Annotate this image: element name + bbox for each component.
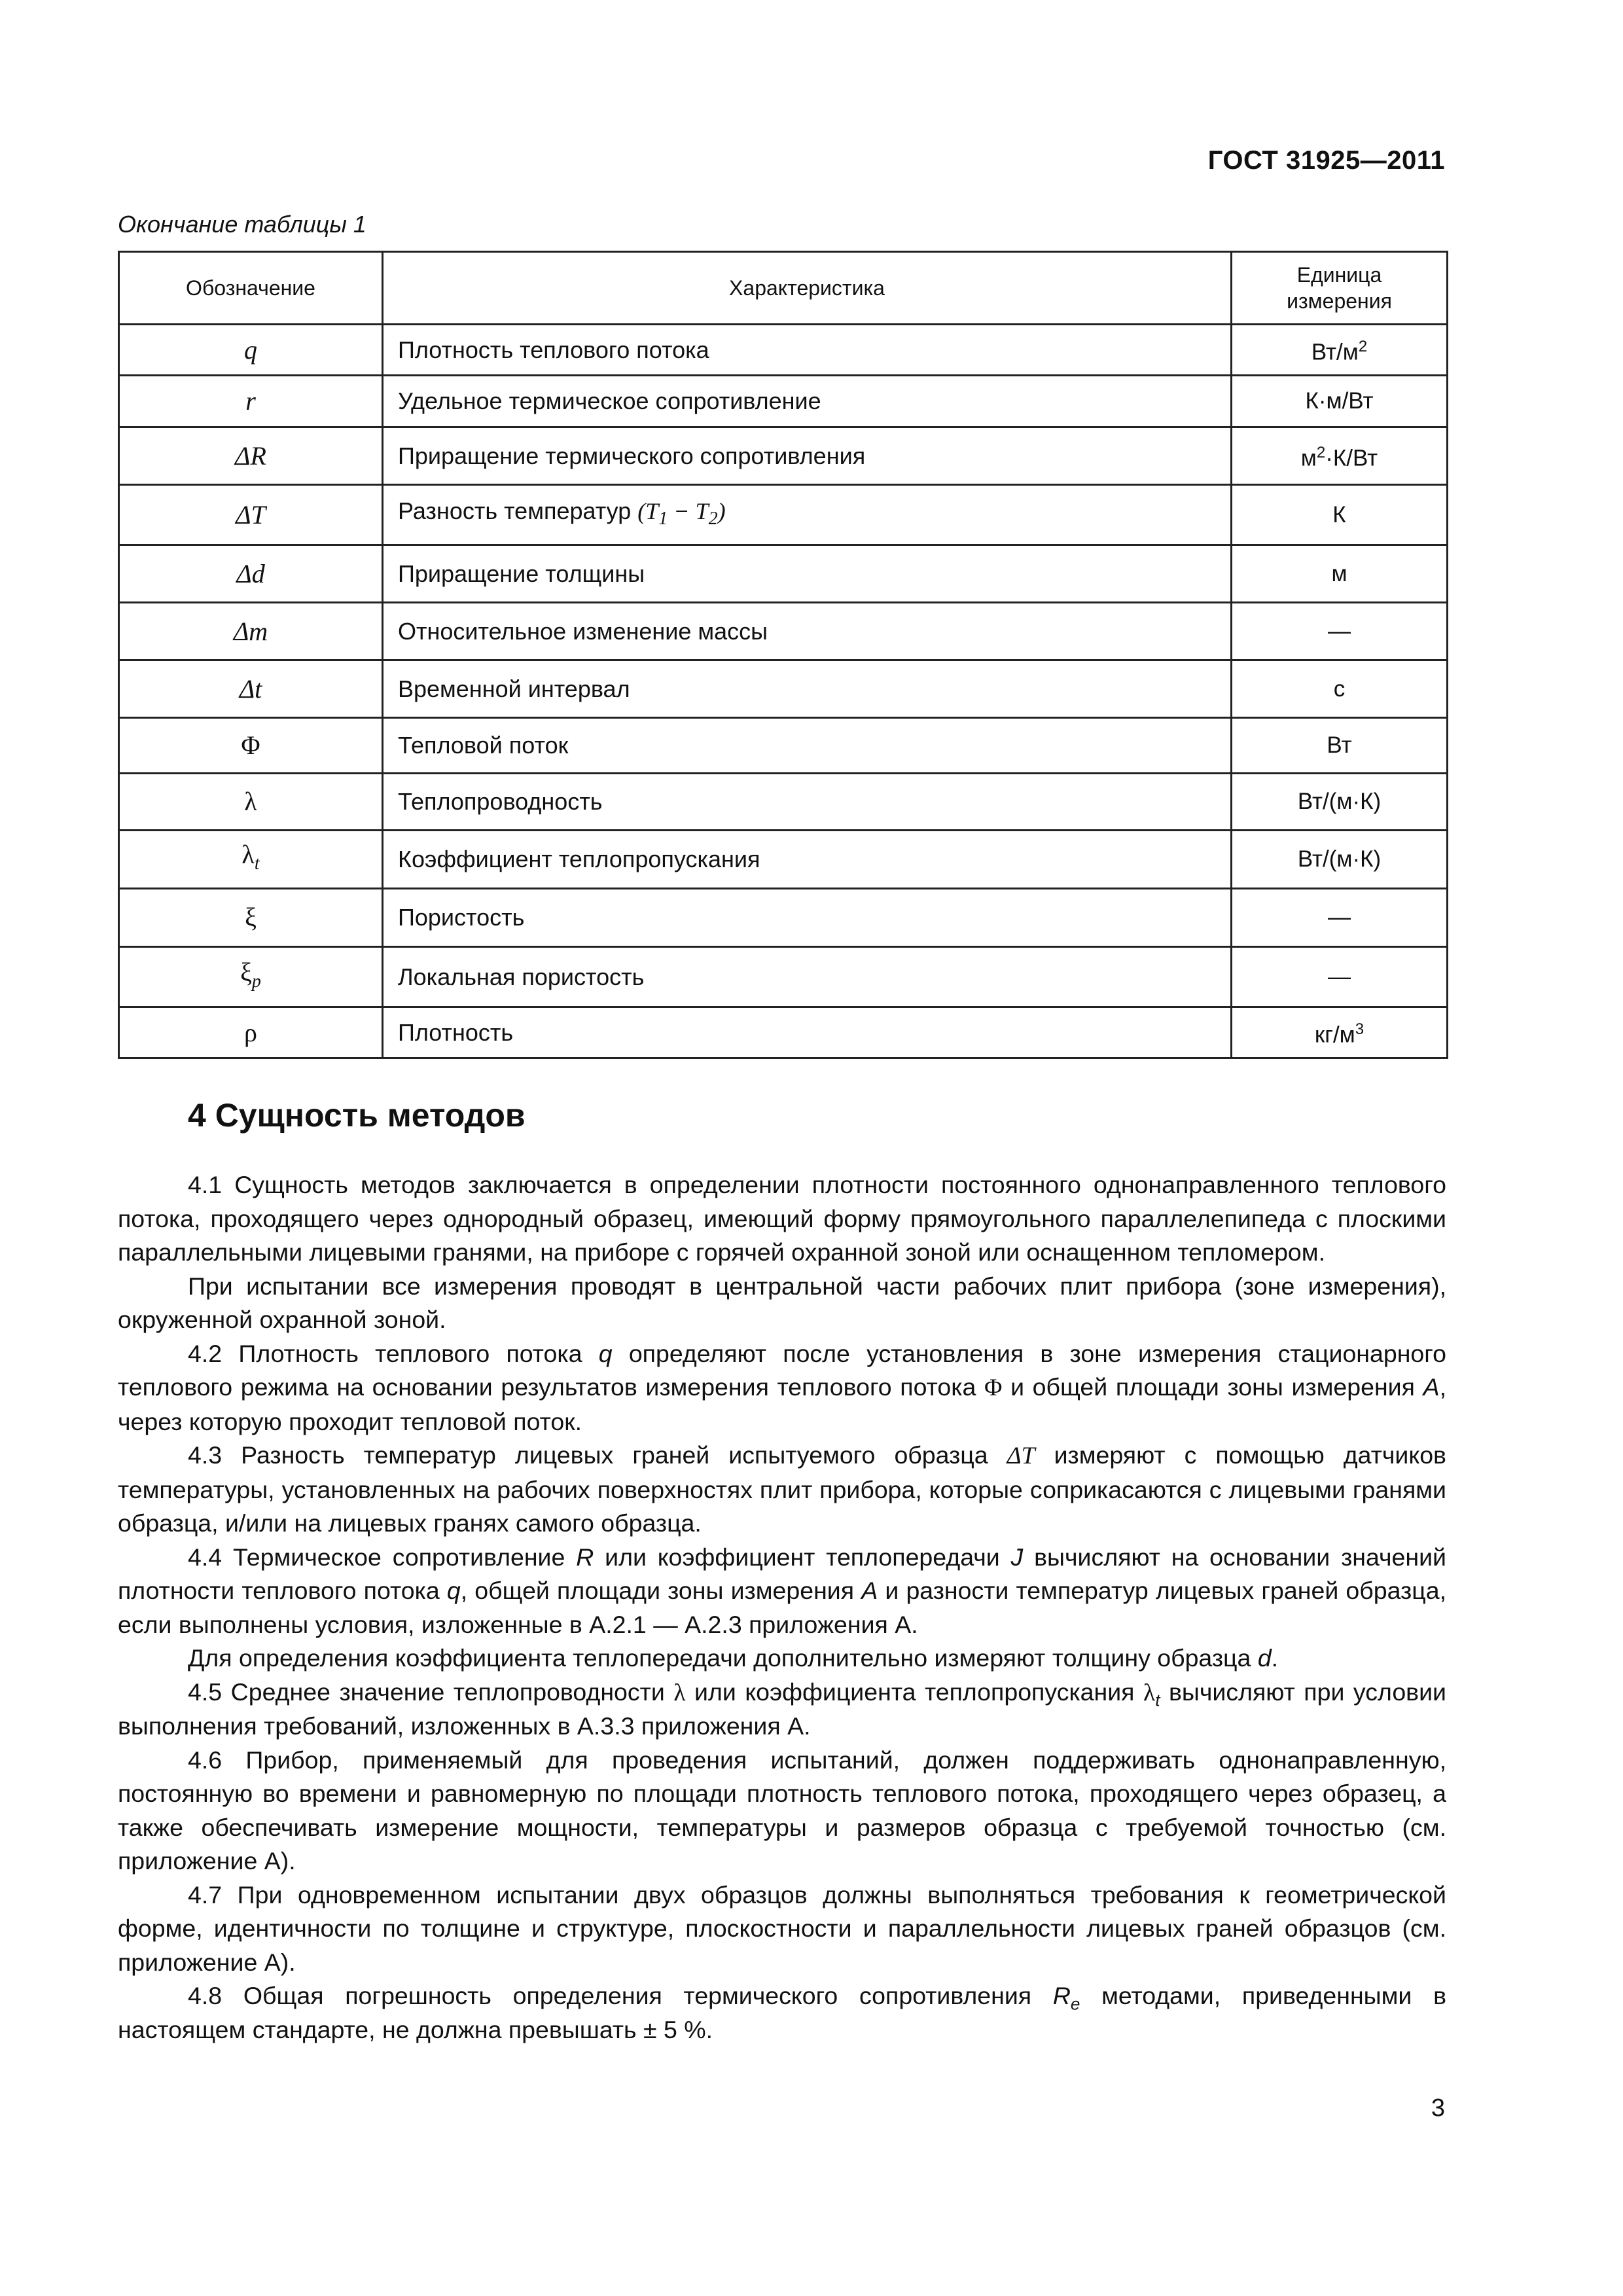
text-run: вычисляют при условии выполнения требований, изложенных в А.3.3 приложения А. [118,1677,1446,1740]
unit-cell [1232,427,1448,485]
symbol-subscript: t [254,853,260,874]
unit-cell: К [1232,485,1448,545]
unit-text: м [1300,445,1317,471]
symbol-cell: ΔT [119,485,383,545]
table-caption: Окончание таблицы 1 [118,211,366,238]
table-row [119,485,1448,545]
symbol-cell: ΔR [119,427,383,485]
header-symbol: Обозначение [119,252,383,325]
unit-cell: Вт/(м·К) [1232,831,1448,889]
characteristic-cell: Относительное изменение массы [383,603,1232,660]
subscript-t: t [1155,1690,1160,1710]
variable-R: R [1052,1982,1071,2009]
symbol-cell: Δm [119,603,383,660]
table-row [119,325,1448,376]
characteristic-cell: Локальная пористость [383,947,1232,1007]
table-header-row [119,252,1448,325]
text-run: . [1271,1644,1279,1672]
text-run: , общей площади зоны измерения [460,1577,862,1604]
characteristic-cell [383,485,1232,545]
characteristic-cell: Временной интервал [383,660,1232,718]
text-run: измеряют с помощью датчиков температуры, установленных на рабочих поверхностях плит прибора, которые соприкасаются с лицевыми гранями образца, и/или на лицевых гранях самого образца. [118,1441,1446,1537]
temperature-formula [637,497,726,529]
text-run: или коэффициент теплопередачи [594,1543,1011,1571]
section-title: 4 Сущность методов [188,1097,526,1134]
text-run: 4.2 Плотность теплового потока [188,1339,599,1367]
table-row [119,831,1448,889]
header-characteristic: Характеристика [383,252,1232,325]
symbol-subscript: p [251,971,261,992]
formula-mid: − T [668,497,709,524]
subscript-e: e [1070,1994,1080,2014]
symbol-cell: Φ [119,718,383,774]
table-row [119,718,1448,774]
text-run: , через которую проходит тепловой поток. [118,1373,1446,1435]
symbols-table [118,251,1448,1059]
unit-cell: — [1232,603,1448,660]
table-row [119,660,1448,718]
variable-lambda-t: λ [1143,1679,1156,1706]
characteristic-text: Разность температур [398,497,632,524]
unit-cell: Вт [1232,718,1448,774]
text-run: методами, приведенными в настоящем стандарте, не должна превышать ± 5 %. [118,1982,1446,2043]
table-row [119,427,1448,485]
unit-cell: м [1232,545,1448,603]
unit-text: Вт/м [1311,339,1359,365]
text-run: 4.3 Разность температур лицевых граней испытуемого образца [188,1441,1007,1469]
symbol-base: λ [241,840,255,869]
header-unit-line1: Единица [1296,263,1382,287]
characteristic-cell: Пористость [383,889,1232,947]
characteristic-cell: Плотность [383,1007,1232,1058]
characteristic-cell: Удельное термическое сопротивление [383,376,1232,427]
symbol-cell: r [119,376,383,427]
paragraph-4-2 [118,1337,1446,1439]
unit-cell [1232,1007,1448,1058]
symbol-cell: ρ [119,1007,383,1058]
table-row [119,947,1448,1007]
document-code: ГОСТ 31925—2011 [1207,146,1445,175]
variable-lambda: λ [673,1679,686,1706]
symbol-cell: Δd [119,545,383,603]
symbol-cell: ξ [119,889,383,947]
paragraph-4-1-cont: При испытании все измерения проводят в центральной части рабочих плит прибора (зоне измерения), окруженной охранной зоной. [118,1272,1446,1333]
formula-sub2: 2 [708,508,718,529]
text-run: 4.4 Термическое сопротивление [188,1543,577,1571]
unit-cell [1232,325,1448,376]
variable-d: d [1257,1644,1272,1672]
table-row [119,376,1448,427]
table-row [119,1007,1448,1058]
text-run: и общей площади зоны измерения [1002,1373,1423,1401]
unit-cell: Вт/(м·К) [1232,774,1448,831]
page-number: 3 [1431,2094,1445,2122]
unit-cell: с [1232,660,1448,718]
paragraph-4-5 [118,1676,1446,1744]
header-unit-line2: измерения [1287,289,1392,313]
table-row [119,603,1448,660]
variable-q: q [446,1577,461,1604]
table-row [119,545,1448,603]
paragraph-4-6: 4.6 Прибор, применяемый для проведения испытаний, должен поддерживать однонаправленную, постоянную во времени и равномерную по площади плотность теплового потока, проходящего через образец, а также обеспечивать измерение мощности, температуры и размеров образца с требуемой точностью (см. приложение А). [118,1746,1446,1874]
formula-close: ) [717,497,726,524]
section-body [118,1168,1446,2047]
symbol-cell: λ [119,774,383,831]
text-run: и разности температур лицевых граней образца, если выполнены условия, изложенные в А.2.1 — А.2.3 приложения А. [118,1577,1446,1638]
unit-superscript: 2 [1358,338,1368,356]
symbol-base: ξ [240,957,252,987]
table-row [119,774,1448,831]
formula-open: (T [637,497,659,524]
variable-A: A [1423,1373,1440,1401]
variable-phi: Φ [984,1374,1003,1401]
text-run: 4.5 Среднее значение теплопроводности [188,1677,674,1706]
table-row [119,889,1448,947]
variable-J: J [1010,1543,1024,1571]
variable-delta-T: ΔT [1007,1443,1035,1469]
variable-R: R [576,1543,594,1571]
text-run: вычисляют на основании значений плотности теплового потока [118,1543,1447,1604]
symbol-cell: Δt [119,660,383,718]
characteristic-cell: Теплопроводность [383,774,1232,831]
characteristic-cell: Приращение термического сопротивления [383,427,1232,485]
paragraph-4-1: 4.1 Сущность методов заключается в определении плотности постоянного однонаправленного теплового потока, проходящего через однородный образец, имеющий форму прямоугольного параллелепипеда с плоскими параллельными лицевыми гранями, на приборе с горячей охранной зоной или оснащенном тепломером. [118,1171,1446,1266]
symbol-cell [119,831,383,889]
unit-cell: — [1232,947,1448,1007]
unit-text: кг/м [1314,1022,1355,1048]
unit-cell: — [1232,889,1448,947]
paragraph-4-4 [118,1541,1446,1642]
text-run: определяют после установления в зоне измерения стационарного теплового режима на основании результатов измерения теплового потока [118,1339,1446,1401]
text-run: Для определения коэффициента теплопередачи дополнительно измеряют толщину образца [188,1644,1258,1672]
variable-q: q [598,1339,613,1367]
unit-superscript: 3 [1355,1020,1364,1039]
unit-cell: К·м/Вт [1232,376,1448,427]
paragraph-4-8 [118,1979,1446,2047]
unit-text-tail: ·К/Вт [1325,445,1378,471]
characteristic-cell: Плотность теплового потока [383,325,1232,376]
symbol-cell: q [119,325,383,376]
paragraph-4-4-cont [118,1641,1446,1676]
formula-sub1: 1 [658,508,668,529]
text-run: или коэффициента теплопропускания [685,1677,1144,1706]
paragraph-4-3 [118,1439,1446,1541]
symbol-cell [119,947,383,1007]
header-unit [1232,252,1448,325]
characteristic-cell: Приращение толщины [383,545,1232,603]
characteristic-cell: Тепловой поток [383,718,1232,774]
text-run: 4.8 Общая погрешность определения термического сопротивления [188,1982,1053,2009]
unit-superscript: 2 [1316,444,1326,462]
paragraph-4-7: 4.7 При одновременном испытании двух образцов должны выполняться требования к геометрической форме, идентичности по толщине и структуре, плоскостности и параллельности лицевых граней образцов (см. приложение А). [118,1880,1446,1976]
characteristic-cell: Коэффициент теплопропускания [383,831,1232,889]
variable-A: A [861,1577,878,1604]
